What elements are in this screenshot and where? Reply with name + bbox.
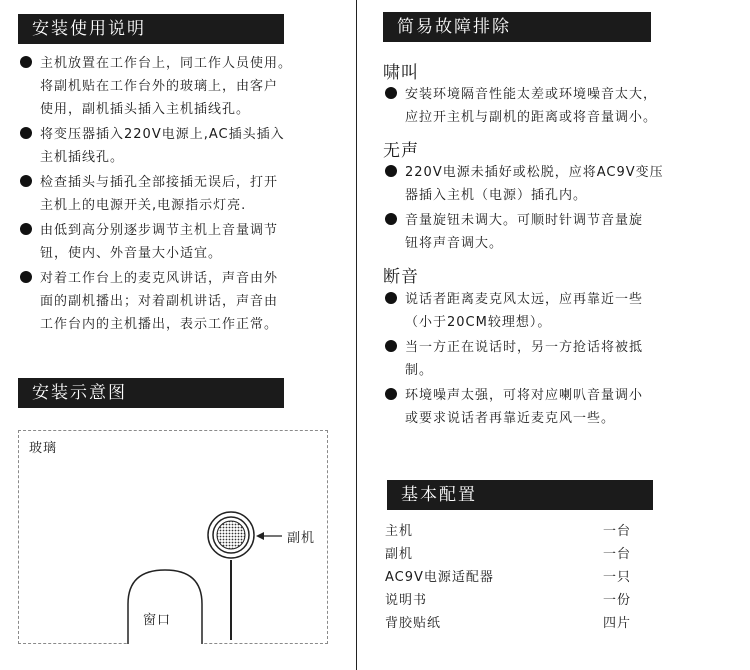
list-item xyxy=(385,83,715,129)
list-item-line: 220V电源未插好或松脱，应将AC9V变压 xyxy=(405,165,664,180)
list-item xyxy=(385,161,715,207)
sub-unit-label: 副机 xyxy=(287,531,316,546)
bullet-icon xyxy=(20,127,32,139)
install-usage-title: 安装使用说明 xyxy=(32,19,146,39)
config-item-qty: 一只 xyxy=(603,570,632,585)
config-row xyxy=(385,520,645,542)
install-diagram xyxy=(18,430,328,644)
list-item-line: 将副机贴在工作台外的玻璃上，由客户 xyxy=(40,79,279,94)
list-item-line: 当一方正在说话时，另一方抢话将被抵 xyxy=(405,340,644,355)
bullet-icon xyxy=(20,223,32,235)
section-heading-no-sound: 无声 xyxy=(383,141,419,161)
howling-list xyxy=(385,83,715,131)
list-item xyxy=(20,171,340,217)
list-item xyxy=(20,267,340,336)
list-item-line: 主机上的电源开关,电源指示灯亮. xyxy=(40,198,247,213)
list-item-line: （小于20CM较理想）。 xyxy=(405,315,552,330)
window-arch xyxy=(128,570,202,644)
bullet-icon xyxy=(385,165,397,177)
bullet-icon xyxy=(385,87,397,99)
basic-config-title-bar xyxy=(387,480,653,510)
config-item-name: 说明书 xyxy=(385,593,428,608)
bullet-icon xyxy=(20,175,32,187)
list-item xyxy=(385,336,715,382)
install-diagram-drawing xyxy=(18,430,328,644)
list-item-line: 音量旋钮未调大。可顺时针调节音量旋 xyxy=(405,213,644,228)
bullet-icon xyxy=(385,388,397,400)
list-item xyxy=(385,288,715,334)
list-item-line: 主机插线孔。 xyxy=(40,150,125,165)
list-item xyxy=(20,52,340,121)
config-row xyxy=(385,543,645,565)
troubleshooting-title-bar xyxy=(383,12,651,42)
sub-unit-mesh xyxy=(217,521,245,549)
glass-label: 玻璃 xyxy=(29,441,58,456)
troubleshooting-title: 简易故障排除 xyxy=(397,17,511,37)
config-item-qty: 一台 xyxy=(603,524,632,539)
list-item-line: 将变压器插入220V电源上,AC插头插入 xyxy=(40,127,285,142)
sound-cutoff-list xyxy=(385,288,715,432)
config-item-qty: 一台 xyxy=(603,547,632,562)
list-item xyxy=(20,219,340,265)
config-item-qty: 四片 xyxy=(603,616,632,631)
list-item-line: 器插入主机（电源）插孔内。 xyxy=(405,188,588,203)
install-usage-list xyxy=(20,52,340,338)
bullet-icon xyxy=(385,213,397,225)
config-row xyxy=(385,566,645,588)
column-divider xyxy=(356,0,357,670)
list-item xyxy=(385,209,715,255)
list-item-line: 制。 xyxy=(405,363,434,378)
list-item-line: 检查插头与插孔全部接插无误后，打开 xyxy=(40,175,279,190)
config-item-name: AC9V电源适配器 xyxy=(385,570,494,585)
list-item-line: 安装环境隔音性能太差或环境噪音太大， xyxy=(405,87,658,102)
list-item xyxy=(385,384,715,430)
bullet-icon xyxy=(20,56,32,68)
list-item-line: 说话者距离麦克风太远，应再靠近一些 xyxy=(405,292,644,307)
list-item-line: 使用，副机插头插入主机插线孔。 xyxy=(40,102,251,117)
list-item-line: 主机放置在工作台上，同工作人员使用。 xyxy=(40,56,293,71)
config-row xyxy=(385,612,645,634)
install-usage-title-bar xyxy=(18,14,284,44)
list-item-line: 钮将声音调大。 xyxy=(405,236,504,251)
section-heading-sound-cutoff: 断音 xyxy=(383,267,419,287)
no-sound-list xyxy=(385,161,715,257)
bullet-icon xyxy=(20,271,32,283)
basic-config-title: 基本配置 xyxy=(401,485,477,505)
window-label: 窗口 xyxy=(143,613,172,628)
list-item xyxy=(20,123,340,169)
bullet-icon xyxy=(385,292,397,304)
section-heading-howling: 啸叫 xyxy=(383,63,419,83)
list-item-line: 面的副机播出；对着副机讲话，声音由 xyxy=(40,294,279,309)
list-item-line: 应拉开主机与副机的距离或将音量调小。 xyxy=(405,110,658,125)
bullet-icon xyxy=(385,340,397,352)
install-diagram-title: 安装示意图 xyxy=(32,383,127,403)
install-diagram-title-bar xyxy=(18,378,284,408)
list-item-line: 对着工作台上的麦克风讲话，声音由外 xyxy=(40,271,279,286)
config-item-qty: 一份 xyxy=(603,593,632,608)
list-item-line: 或要求说话者再靠近麦克风一些。 xyxy=(405,411,616,426)
list-item-line: 环境噪声太强，可将对应喇叭音量调小 xyxy=(405,388,644,403)
config-item-name: 背胶贴纸 xyxy=(385,616,442,631)
config-item-name: 副机 xyxy=(385,547,414,562)
list-item-line: 钮，使内、外音量大小适宜。 xyxy=(40,246,223,261)
list-item-line: 由低到高分别逐步调节主机上音量调节 xyxy=(40,223,279,238)
config-item-name: 主机 xyxy=(385,524,414,539)
sub-unit-arrow-head xyxy=(256,532,264,540)
list-item-line: 工作台内的主机播出，表示工作正常。 xyxy=(40,317,279,332)
config-row xyxy=(385,589,645,611)
